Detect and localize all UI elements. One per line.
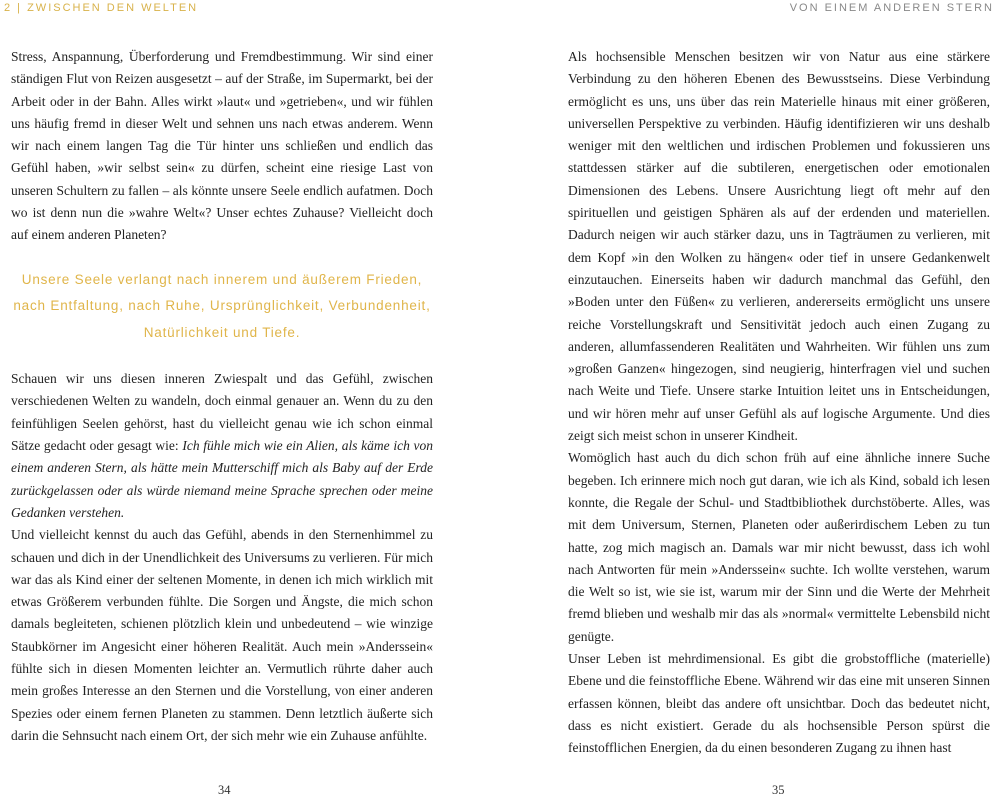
right-page: [568, 46, 990, 760]
paragraph: Womöglich hast auch du dich schon früh auf eine ähnliche innere Suche begeben. Ich erinnere mich noch gut daran, wie ich als Kind, sobald ich lesen konnte, die Regale der Schul- und Stadtbibliothek durchstöberte. Alles, was mit dem Universum, Sternen, Planeten oder außerirdischem Leben zu tun hatte, zog mich magisch an. Damals war mir nicht bewusst, dass ich wohl nach Antworten für mein »Anderssein« suchte. Ich wollte verstehen, warum die Welt so ist, wie sie ist, warum mir der Sinn und die Werte der Mehrheit fremd blieben und weshalb mir das als »normal« vermittelte Lebensbild nicht genügte.: [568, 450, 990, 644]
running-header-left: 2 | ZWISCHEN DEN WELTEN: [4, 2, 199, 14]
paragraph: Und vielleicht kennst du auch das Gefühl, abends in den Sternenhimmel zu schauen und dich in der Unendlichkeit des Universums zu verlieren. Für mich war das als Kind einer der seltenen Momente, in denen ich mich wirklich mit etwas Größerem verbunden fühlte. Die Sorgen und Ängste, die mich schon damals begleiteten, schienen plötzlich klein und unbedeutend – wie winzige Staubkörner im Angesicht einer höheren Realität. Auch mein »Anderssein« fühlte sich in diesen Momenten leichter an. Vermutlich rührte daher auch mein großes Interesse an den Sternen und die Vorstellung, von einer anderen Spezies oder einem fernen Planeten zu stammen. Denn letztlich äußerte sich darin die Sehnsucht nach einem Ort, der sich mehr wie ein Zuhause anfühlte.: [11, 527, 433, 743]
paragraph: Stress, Anspannung, Überforderung und Fremdbestimmung. Wir sind einer ständigen Flut von Reizen ausgesetzt – auf der Straße, im Supermarkt, bei der Arbeit oder in der Bahn. Alles wirkt »laut« und »getrieben«, und wir fühlen uns häufig fremd in dieser Welt und sehnen uns nach etwas anderem. Wenn wir nach einem langen Tag die Tür hinter uns schließen und endlich das Gefühl haben, »wir selbst sein« zu dürfen, scheint eine riesige Last von unseren Schultern zu fallen – als könnte unsere Seele endlich aufatmen. Doch wo ist denn nun die »wahre Welt«? Unser echtes Zuhause? Vielleicht doch auf einem anderen Planeten?: [11, 49, 433, 243]
running-header-right: VON EINEM ANDEREN STERN: [789, 2, 994, 14]
paragraph: [11, 368, 433, 524]
paragraph: Als hochsensible Menschen besitzen wir von Natur aus eine stärkere Verbindung zu den höheren Ebenen des Bewusstseins. Diese Verbindung ermöglicht es uns, uns über das rein Materielle hinaus mit einer größeren, universellen Perspektive zu verbinden. Häufig identifizieren wir uns deshalb weniger mit den weltlichen und irdischen Problemen und fokussieren uns stattdessen stärker auf die subtileren, energetischen oder emotionalen Dimensionen des Lebens. Unsere Ausrichtung liegt oft mehr auf den spirituellen und geistigen Sphären als auf der erdenden und materiellen. Dadurch neigen wir auch stärker dazu, uns in Tagträumen zu verlieren, mit dem Kopf »in den Wolken zu hängen« oder tief in unsere Gedankenwelt einzutauchen. Einerseits haben wir dadurch manchmal das Gefühl, den »Boden unter den Füßen« zu verlieren, andererseits ermöglicht uns unsere reiche Vorstellungskraft und Sensitivität jedoch auch einen Zugang zu anderen, allumfassenderen Realitäten und Wahrheiten. Wir fühlen uns zum »großen Ganzen« hingezogen, sind neugierig, hinterfragen viel und suchen nach Weite und Tiefe. Unsere starke Intuition leitet uns in Entscheidungen, und wir hören mehr auf unser Gefühl als auf logische Argumente. Und dies zeigt sich meist schon in unserer Kindheit.: [568, 49, 990, 444]
italic-quote-text: Ich fühle mich wie ein Alien, als käme ich von einem anderen Stern, als hätte mein Mutterschiff mich als Baby auf der Erde zurückgelassen oder als würde niemand meine Sprache sprechen oder meine Gedanken verstehen.: [11, 438, 433, 520]
left-page: [11, 46, 433, 747]
paragraph: Unser Leben ist mehrdimensional. Es gibt die grobstoffliche (materielle) Ebene und die feinstoffliche Ebene. Während wir das eine mit unseren Sinnen erfassen können, bleibt das andere oft unsichtbar. Doch das bedeutet nicht, dass es nicht existiert. Gerade du als hochsensible Person spürst die feinstofflichen Energien, da du einen besonderen Zugang zu ihnen hast: [568, 651, 990, 756]
page-number-left: 34: [218, 783, 231, 797]
page-number-right: 35: [772, 783, 785, 797]
paragraph-text: Schauen wir uns diesen inneren Zwiespalt und das Gefühl, zwischen verschiedenen Welten zu wandeln, doch einmal genauer an. Wenn du zu den feinfühligen Seelen gehörst, hast du vielleicht genau wie ich schon einmal Sätze gedacht oder gesagt wie:: [11, 371, 433, 454]
pull-quote: Unsere Seele verlangt nach innerem und äußerem Frieden, nach Entfaltung, nach Ruhe, Ursprünglichkeit, Verbundenheit, Natürlichkeit und Tiefe.: [13, 271, 431, 340]
